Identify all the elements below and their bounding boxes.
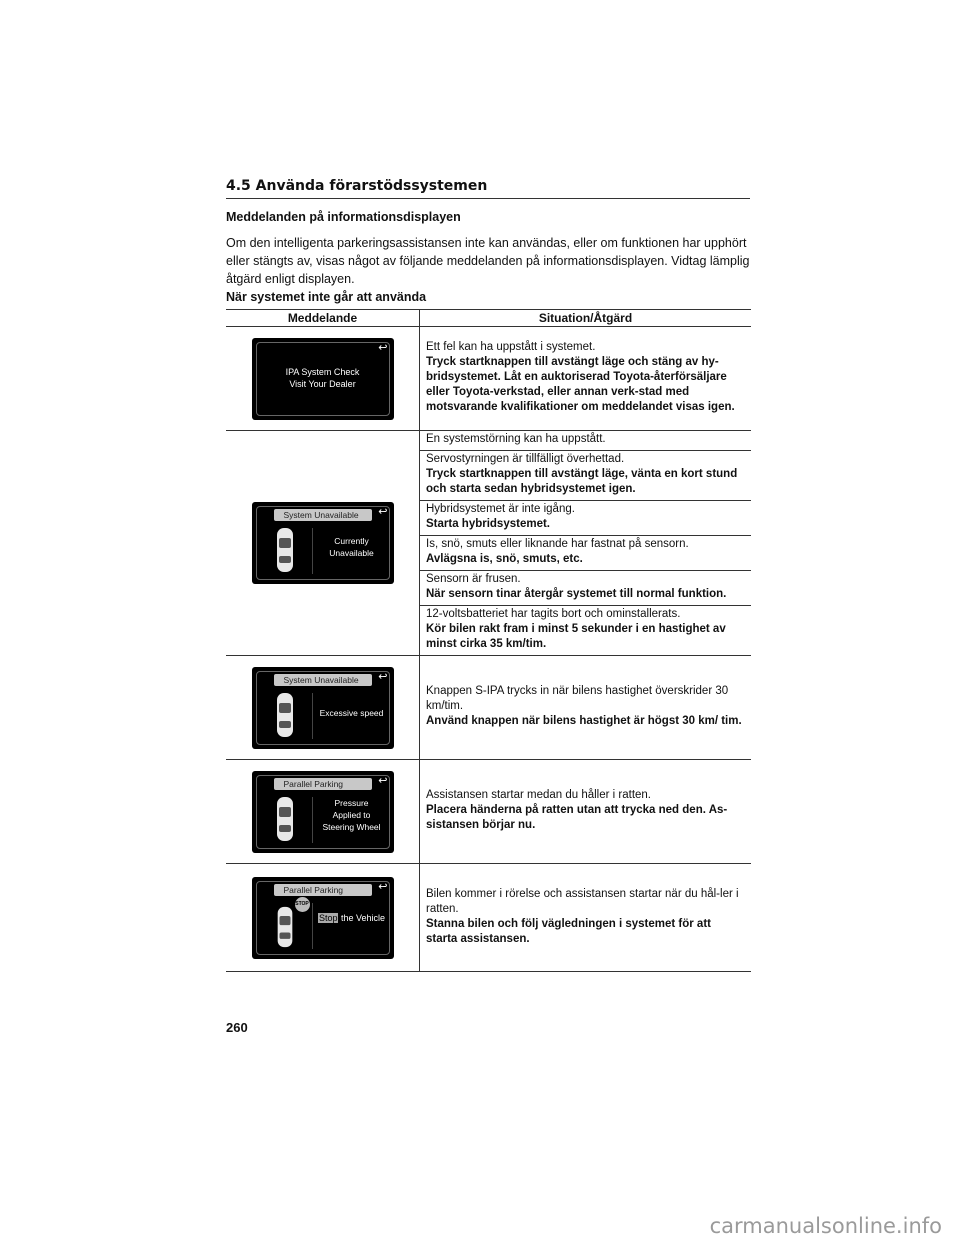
display-text: Steering Wheel (322, 821, 381, 832)
back-arrow-icon: ↩ (378, 340, 388, 354)
intro-paragraph: Om den intelligenta parkeringsassistansen inte kan användas, eller om funktionen har upphört eller stängts av, visas något av följande meddelanden på informationsdisplayen. Vidtag lämplig åtgärd enligt displayen. (226, 236, 750, 286)
column-header-situation: Situation/Åtgärd (420, 310, 752, 327)
situation-cell: 12-voltsbatteriet har tagits bort och ominstallerats. Kör bilen rakt fram i minst 5 sekunder i en hastighet av minst cirka 35 km/tim. (420, 606, 752, 656)
display-header: Parallel Parking (274, 778, 372, 790)
table-row (226, 760, 751, 864)
display-header: System Unavailable (274, 674, 372, 686)
message-cell (226, 656, 420, 760)
message-cell (226, 431, 420, 656)
table-row (226, 864, 751, 972)
display-text: IPA System Check (285, 366, 360, 377)
display-text: Unavailable (329, 548, 374, 558)
situation-cell: Hybridsystemet är inte igång. Starta hybridsystemet. (420, 501, 752, 536)
table-row (226, 327, 751, 431)
back-arrow-icon: ↩ (378, 669, 388, 683)
display-text: Visit Your Dealer (289, 378, 356, 389)
display-text: the Vehicle (340, 912, 386, 923)
back-arrow-icon: ↩ (378, 505, 388, 518)
message-cell (226, 327, 420, 431)
column-header-message: Meddelande (226, 310, 420, 327)
table-heading: När systemet inte går att använda (226, 290, 427, 304)
message-table (226, 309, 751, 972)
watermark: carmanualsonline.info (709, 1214, 942, 1238)
display-system-unavailable (252, 502, 394, 584)
page-number: 260 (226, 1020, 248, 1035)
display-header: Parallel Parking (274, 884, 372, 896)
car-icon (276, 691, 294, 739)
car-icon (276, 526, 294, 574)
back-arrow-icon: ↩ (378, 879, 388, 893)
situation-cell: En systemstörning kan ha uppstått. (420, 431, 752, 451)
table-row (226, 431, 751, 451)
back-arrow-icon: ↩ (378, 773, 388, 787)
situation-cell: Knappen S-IPA trycks in när bilens hastighet överskrider 30 km/tim. Använd knappen när bilens hastighet är högst 30 km/ tim. (420, 656, 752, 760)
display-text: Applied to (332, 809, 371, 820)
display-pressure-applied (252, 771, 394, 853)
table-row (226, 656, 751, 760)
display-ipa-check (252, 338, 394, 420)
car-icon (276, 795, 294, 843)
message-cell (226, 760, 420, 864)
situation-cell: Sensorn är frusen. När sensorn tinar återgår systemet till normal funktion. (420, 571, 752, 606)
message-cell (226, 864, 420, 972)
display-stop-vehicle (252, 877, 394, 959)
section-title: 4.5 Använda förarstödssystemen (226, 178, 750, 199)
situation-cell: Assistansen startar medan du håller i ratten. Placera händerna på ratten utan att trycka ned den. As-sistansen börjar nu. (420, 760, 752, 864)
situation-cell: Is, snö, smuts eller liknande har fastnat på sensorn. Avlägsna is, snö, smuts, etc. (420, 536, 752, 571)
car-icon (276, 905, 294, 949)
display-header: System Unavailable (274, 509, 372, 521)
display-text: Pressure (334, 797, 369, 808)
situation-cell: Ett fel kan ha uppstått i systemet. Tryck startknappen till avstängt läge och stäng av hy-bridsystemet. Låt en auktoriserad Toyota-återförsäljare eller Toyota-verkstad, eller annan verk-stad med motsvarande kvalifikationer om meddelandet visas igen. (420, 327, 752, 431)
situation-cell: Bilen kommer i rörelse och assistansen startar när du hål-ler i ratten. Stanna bilen och följ vägledningen i systemet för att starta assistansen. (420, 864, 752, 972)
table-header-row (226, 310, 751, 327)
situation-cell: Servostyrningen är tillfälligt överhettad. Tryck startknappen till avstängt läge, vänta en kort stund och starta sedan hybridsystemet igen. (420, 451, 752, 501)
display-text-stop: Stop (318, 912, 338, 923)
display-excessive-speed (252, 667, 394, 749)
display-text: Excessive speed (319, 707, 384, 718)
stop-sign-icon: STOP (295, 897, 310, 912)
heading: Meddelanden på informationsdisplayen (226, 210, 461, 224)
display-text: Currently (334, 536, 369, 546)
